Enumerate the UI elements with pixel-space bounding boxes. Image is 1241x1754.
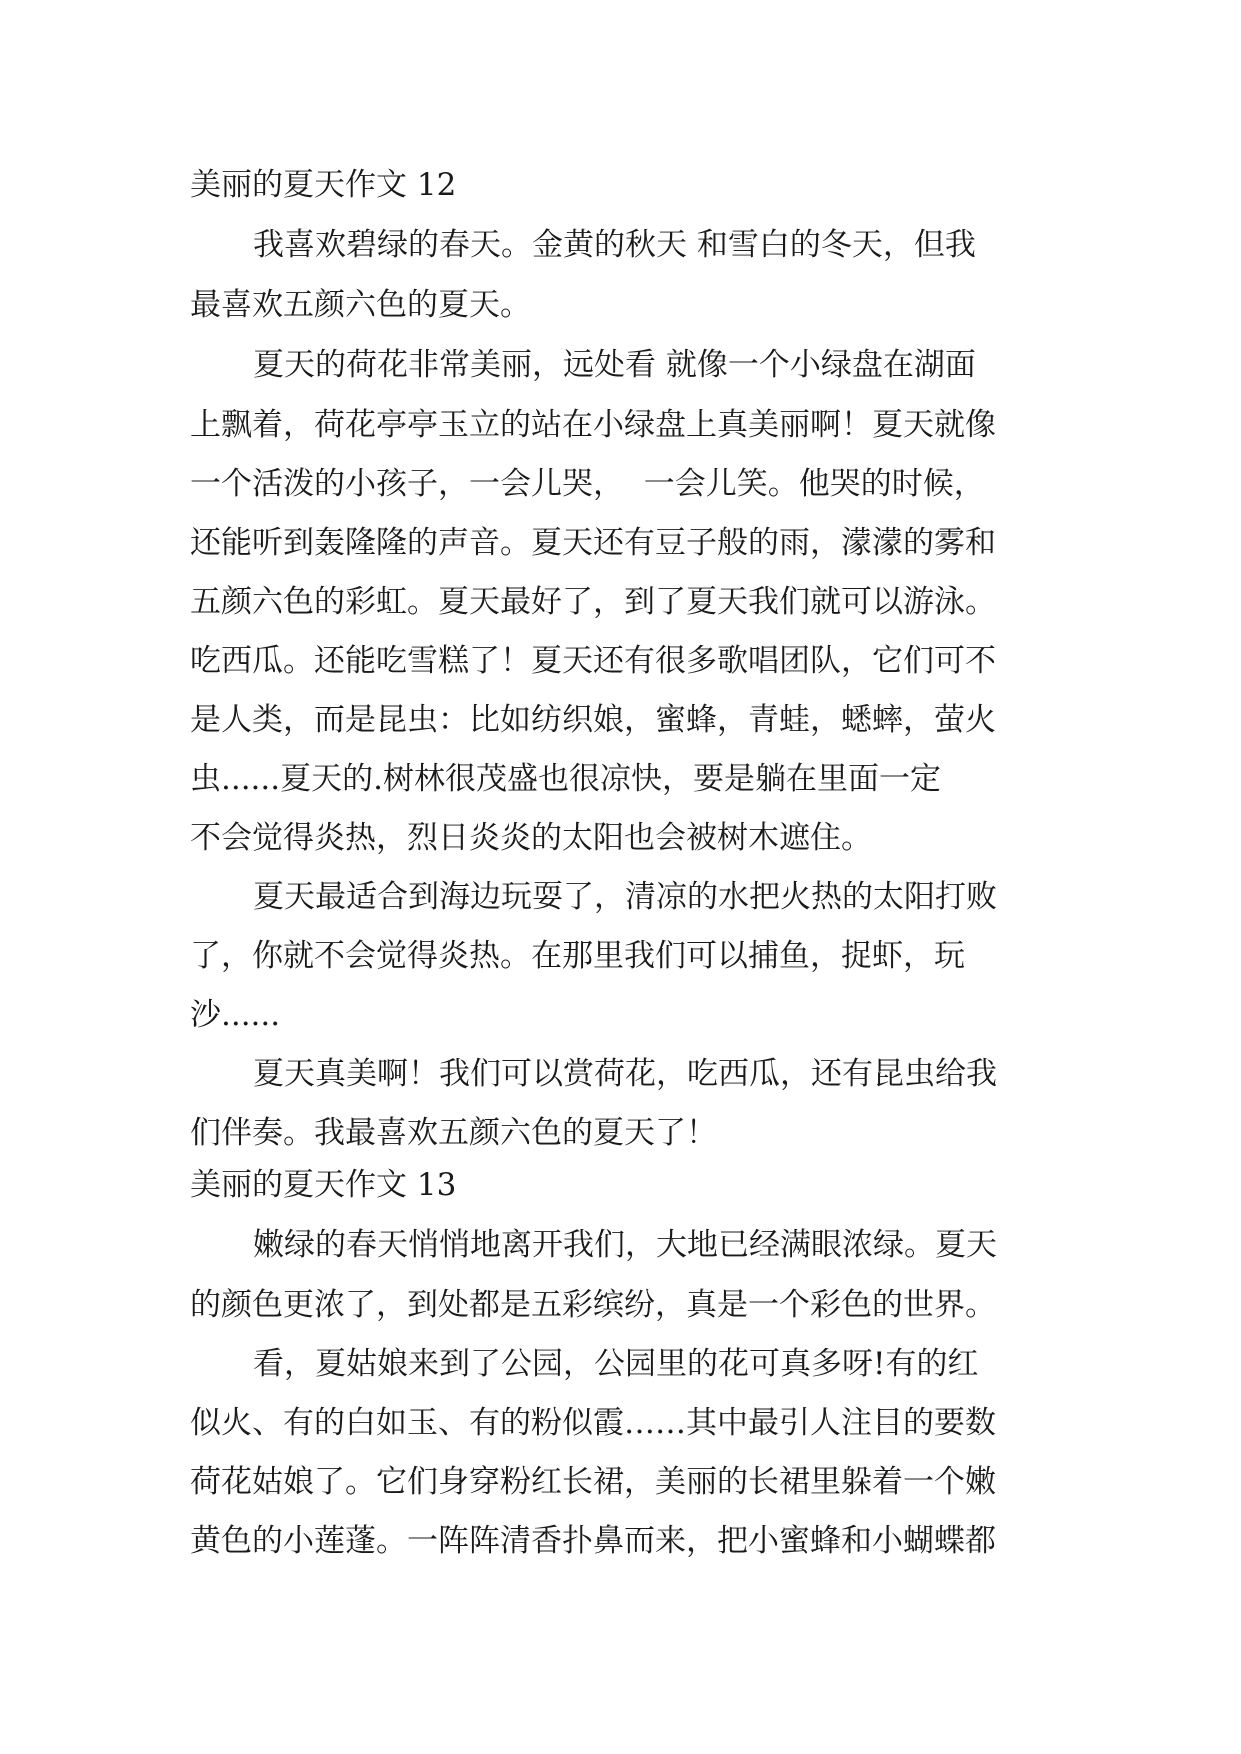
- text-line: 嫩绿的春天悄悄地离开我们，大地已经满眼浓绿。夏天: [253, 1227, 997, 1263]
- section-heading-12: 美丽的夏天作文 12: [190, 167, 457, 203]
- text-line: 不会觉得炎热，烈日炎炎的太阳也会被树木遮住。: [190, 820, 872, 856]
- text-line: 夏天的荷花非常美丽，远处看 就像一个小绿盘在湖面: [253, 347, 976, 383]
- text-line: 虫......夏天的.树林很茂盛也很凉快，要是躺在里面一定: [190, 761, 941, 797]
- text-line: 荷花姑娘了。它们身穿粉红长裙，美丽的长裙里躲着一个嫩: [190, 1464, 996, 1500]
- text-line: 夏天最适合到海边玩耍了，清凉的水把火热的太阳打败: [253, 879, 997, 915]
- text-line: 夏天真美啊！我们可以赏荷花，吃西瓜，还有昆虫给我: [253, 1056, 997, 1092]
- text-line: 黄色的小莲蓬。一阵阵清香扑鼻而来，把小蜜蜂和小蝴蝶都: [190, 1523, 996, 1559]
- text-line: 似火、有的白如玉、有的粉似霞……其中最引人注目的要数: [190, 1405, 996, 1441]
- text-line: 五颜六色的彩虹。夏天最好了，到了夏天我们就可以游泳。: [190, 584, 996, 620]
- text-line: 吃西瓜。还能吃雪糕了！夏天还有很多歌唱团队，它们可不: [190, 643, 996, 679]
- text-line: 上飘着，荷花亭亭玉立的站在小绿盘上真美丽啊！夏天就像: [190, 407, 996, 443]
- text-line: 一个活泼的小孩子，一会儿哭， 一会儿笑。他哭的时候，: [190, 466, 985, 502]
- text-line: 们伴奏。我最喜欢五颜六色的夏天了！: [190, 1115, 717, 1151]
- text-line: 我喜欢碧绿的春天。金黄的秋天 和雪白的冬天，但我: [253, 227, 976, 263]
- text-line: 还能听到轰隆隆的声音。夏天还有豆子般的雨，濛濛的雾和: [190, 525, 996, 561]
- text-line: 沙......: [190, 997, 281, 1033]
- text-line: 最喜欢五颜六色的夏天。: [190, 287, 531, 323]
- text-line: 的颜色更浓了，到处都是五彩缤纷，真是一个彩色的世界。: [190, 1287, 996, 1323]
- section-heading-13: 美丽的夏天作文 13: [190, 1167, 457, 1203]
- text-line: 看，夏姑娘来到了公园，公园里的花可真多呀!有的红: [253, 1346, 979, 1382]
- text-line: 了，你就不会觉得炎热。在那里我们可以捕鱼，捉虾，玩: [190, 938, 965, 974]
- text-line: 是人类，而是昆虫：比如纺织娘，蜜蜂，青蛙，蟋蟀，萤火: [190, 702, 996, 738]
